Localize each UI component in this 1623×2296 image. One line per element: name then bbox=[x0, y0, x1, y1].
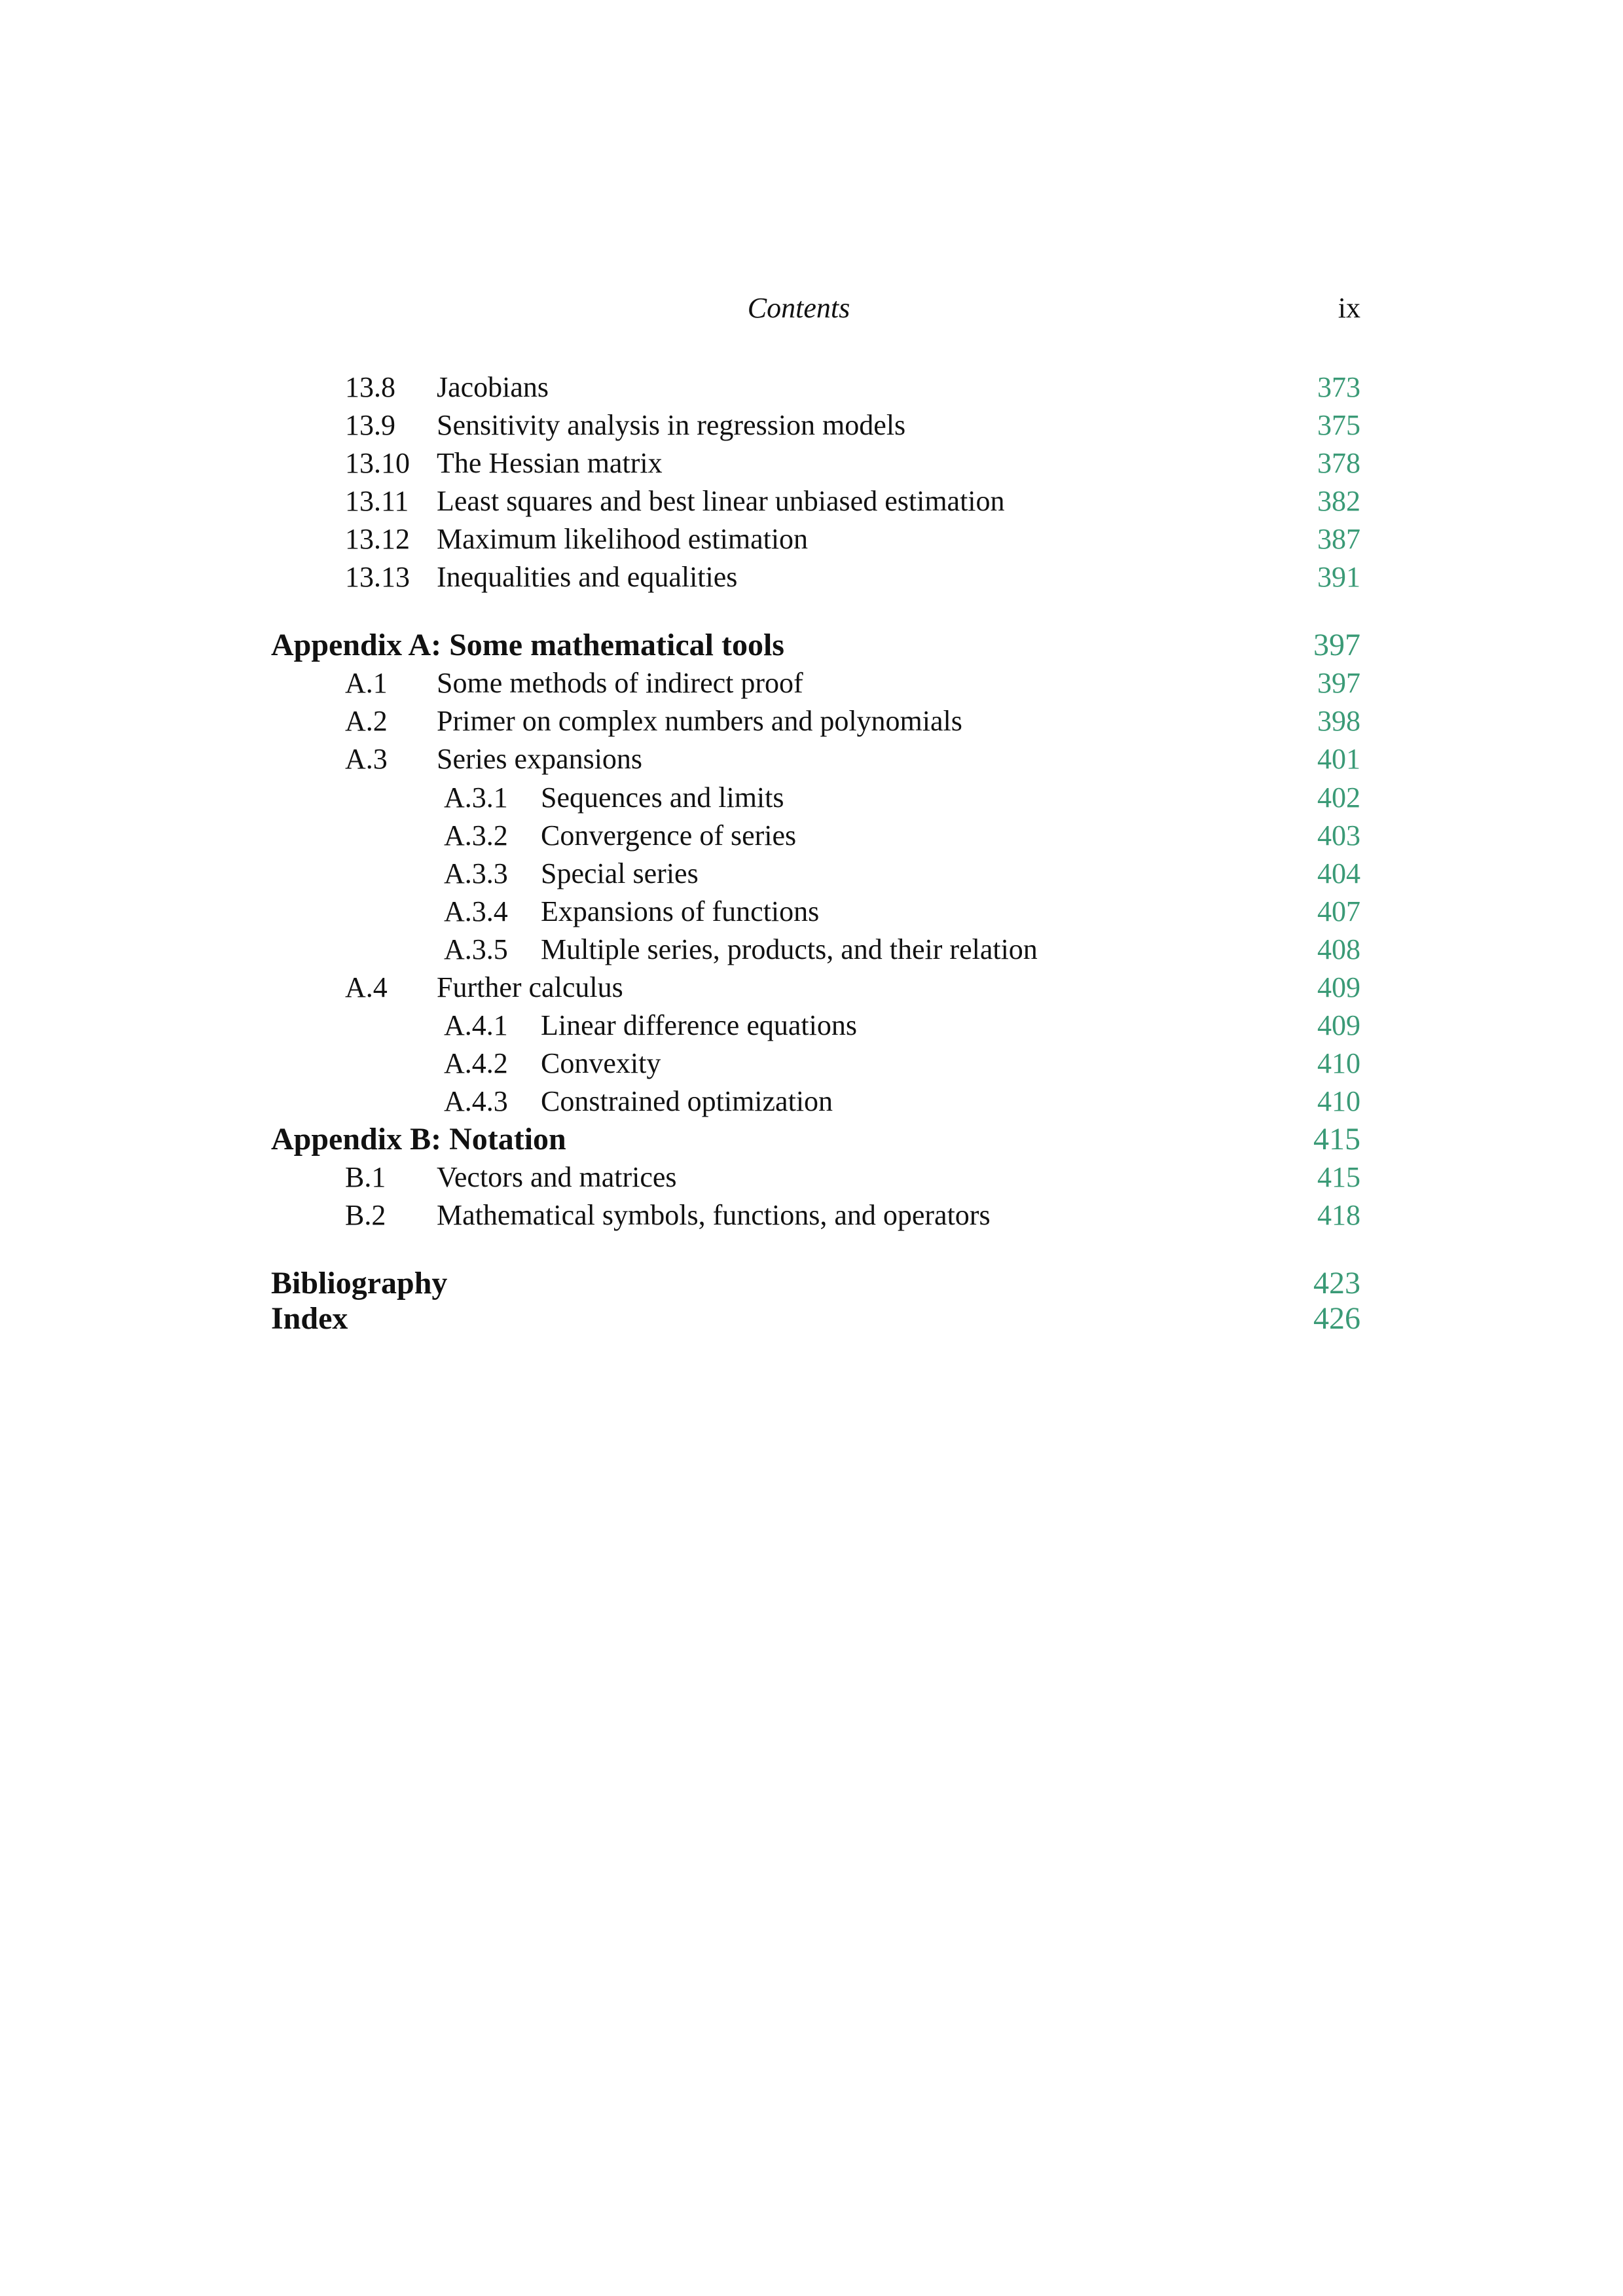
entry-number: B.1 bbox=[345, 1161, 386, 1193]
entry-page-link[interactable]: 401 bbox=[1317, 743, 1360, 775]
entry-title: Appendix A: Some mathematical tools bbox=[271, 628, 784, 662]
toc-entry-b-2[interactable] bbox=[0, 1196, 1623, 1234]
entry-number: A.3.4 bbox=[444, 895, 508, 927]
entry-number: A.3 bbox=[345, 743, 388, 775]
entry-number: B.2 bbox=[345, 1199, 386, 1231]
entry-number: A.3.1 bbox=[444, 781, 508, 814]
running-header-page-number: ix bbox=[1338, 292, 1360, 324]
entry-title: Sensitivity analysis in regression models bbox=[437, 409, 906, 441]
toc-entry-a-4-2[interactable] bbox=[0, 1045, 1623, 1083]
entry-title: Least squares and best linear unbiased estimation bbox=[437, 485, 1005, 517]
entry-title: Primer on complex numbers and polynomials bbox=[437, 705, 962, 737]
entry-title: Sequences and limits bbox=[541, 781, 784, 814]
entry-page-link[interactable]: 426 bbox=[1313, 1301, 1360, 1336]
toc-entry-bibliography[interactable] bbox=[0, 1265, 1623, 1302]
entry-title: Linear difference equations bbox=[541, 1009, 857, 1041]
entry-number: 13.12 bbox=[345, 523, 410, 555]
entry-title: Bibliography bbox=[271, 1266, 448, 1300]
entry-number: 13.8 bbox=[345, 371, 395, 403]
entry-title: Constrained optimization bbox=[541, 1085, 833, 1117]
toc-entry-13-9[interactable] bbox=[0, 406, 1623, 444]
toc-entry-a-3[interactable] bbox=[0, 740, 1623, 778]
entry-page-link[interactable]: 378 bbox=[1317, 447, 1360, 479]
entry-title: Further calculus bbox=[437, 971, 623, 1003]
entry-title: Convexity bbox=[541, 1047, 661, 1079]
toc-entry-13-8[interactable] bbox=[0, 368, 1623, 406]
entry-title: Expansions of functions bbox=[541, 895, 820, 927]
running-header bbox=[0, 290, 1623, 327]
entry-number: 13.10 bbox=[345, 447, 410, 479]
toc-entry-a-4[interactable] bbox=[0, 969, 1623, 1007]
entry-title: Special series bbox=[541, 857, 699, 889]
entry-page-link[interactable]: 398 bbox=[1317, 705, 1360, 737]
entry-title: Inequalities and equalities bbox=[437, 561, 738, 593]
toc-entry-appendix-b[interactable] bbox=[0, 1121, 1623, 1158]
toc-entry-a-4-3[interactable] bbox=[0, 1083, 1623, 1121]
entry-number: 13.9 bbox=[345, 409, 395, 441]
entry-page-link[interactable]: 410 bbox=[1317, 1047, 1360, 1079]
entry-page-link[interactable]: 397 bbox=[1313, 628, 1360, 662]
entry-page-link[interactable]: 415 bbox=[1317, 1161, 1360, 1193]
entry-page-link[interactable]: 375 bbox=[1317, 409, 1360, 441]
toc-entry-index[interactable] bbox=[0, 1300, 1623, 1338]
entry-title: Jacobians bbox=[437, 371, 549, 403]
entry-page-link[interactable]: 409 bbox=[1317, 971, 1360, 1003]
entry-number: A.4 bbox=[345, 971, 388, 1003]
toc-entry-a-1[interactable] bbox=[0, 664, 1623, 702]
entry-title: The Hessian matrix bbox=[437, 447, 663, 479]
toc-entry-a-4-1[interactable] bbox=[0, 1007, 1623, 1045]
entry-page-link[interactable]: 407 bbox=[1317, 895, 1360, 927]
toc-entry-a-3-2[interactable] bbox=[0, 817, 1623, 855]
toc-entry-13-12[interactable] bbox=[0, 520, 1623, 558]
toc-entry-a-3-4[interactable] bbox=[0, 893, 1623, 931]
toc-entry-a-3-3[interactable] bbox=[0, 855, 1623, 893]
entry-page-link[interactable]: 387 bbox=[1317, 523, 1360, 555]
entry-title: Series expansions bbox=[437, 743, 643, 775]
entry-page-link[interactable]: 423 bbox=[1313, 1266, 1360, 1300]
entry-title: Maximum likelihood estimation bbox=[437, 523, 809, 555]
entry-number: 13.11 bbox=[345, 485, 409, 517]
toc-entry-b-1[interactable] bbox=[0, 1158, 1623, 1196]
entry-title: Vectors and matrices bbox=[437, 1161, 677, 1193]
toc-entry-a-2[interactable] bbox=[0, 702, 1623, 740]
toc-entry-appendix-a[interactable] bbox=[0, 626, 1623, 664]
entry-page-link[interactable]: 403 bbox=[1317, 819, 1360, 852]
toc-entry-a-3-1[interactable] bbox=[0, 779, 1623, 817]
entry-number: 13.13 bbox=[345, 561, 410, 593]
entry-number: A.3.5 bbox=[444, 933, 508, 965]
entry-title: Convergence of series bbox=[541, 819, 797, 852]
entry-number: A.3.3 bbox=[444, 857, 508, 889]
entry-page-link[interactable]: 404 bbox=[1317, 857, 1360, 889]
entry-page-link[interactable]: 373 bbox=[1317, 371, 1360, 403]
running-header-title: Contents bbox=[747, 292, 850, 324]
entry-title: Multiple series, products, and their relation bbox=[541, 933, 1038, 965]
toc-entry-13-13[interactable] bbox=[0, 558, 1623, 596]
entry-number: A.3.2 bbox=[444, 819, 508, 852]
entry-page-link[interactable]: 415 bbox=[1313, 1122, 1360, 1157]
toc-entry-13-11[interactable] bbox=[0, 482, 1623, 520]
entry-title: Some methods of indirect proof bbox=[437, 667, 803, 699]
entry-number: A.4.2 bbox=[444, 1047, 508, 1079]
toc-entry-a-3-5[interactable] bbox=[0, 931, 1623, 969]
entry-number: A.4.1 bbox=[444, 1009, 508, 1041]
entry-number: A.1 bbox=[345, 667, 388, 699]
entry-number: A.4.3 bbox=[444, 1085, 508, 1117]
entry-page-link[interactable]: 409 bbox=[1317, 1009, 1360, 1041]
entry-page-link[interactable]: 382 bbox=[1317, 485, 1360, 517]
entry-page-link[interactable]: 391 bbox=[1317, 561, 1360, 593]
toc-entry-13-10[interactable] bbox=[0, 444, 1623, 482]
entry-title: Index bbox=[271, 1301, 348, 1336]
entry-page-link[interactable]: 410 bbox=[1317, 1085, 1360, 1117]
entry-page-link[interactable]: 408 bbox=[1317, 933, 1360, 965]
entry-page-link[interactable]: 397 bbox=[1317, 667, 1360, 699]
entry-number: A.2 bbox=[345, 705, 388, 737]
entry-page-link[interactable]: 402 bbox=[1317, 781, 1360, 814]
entry-title: Appendix B: Notation bbox=[271, 1122, 566, 1157]
entry-page-link[interactable]: 418 bbox=[1317, 1199, 1360, 1231]
entry-title: Mathematical symbols, functions, and operators bbox=[437, 1199, 991, 1231]
